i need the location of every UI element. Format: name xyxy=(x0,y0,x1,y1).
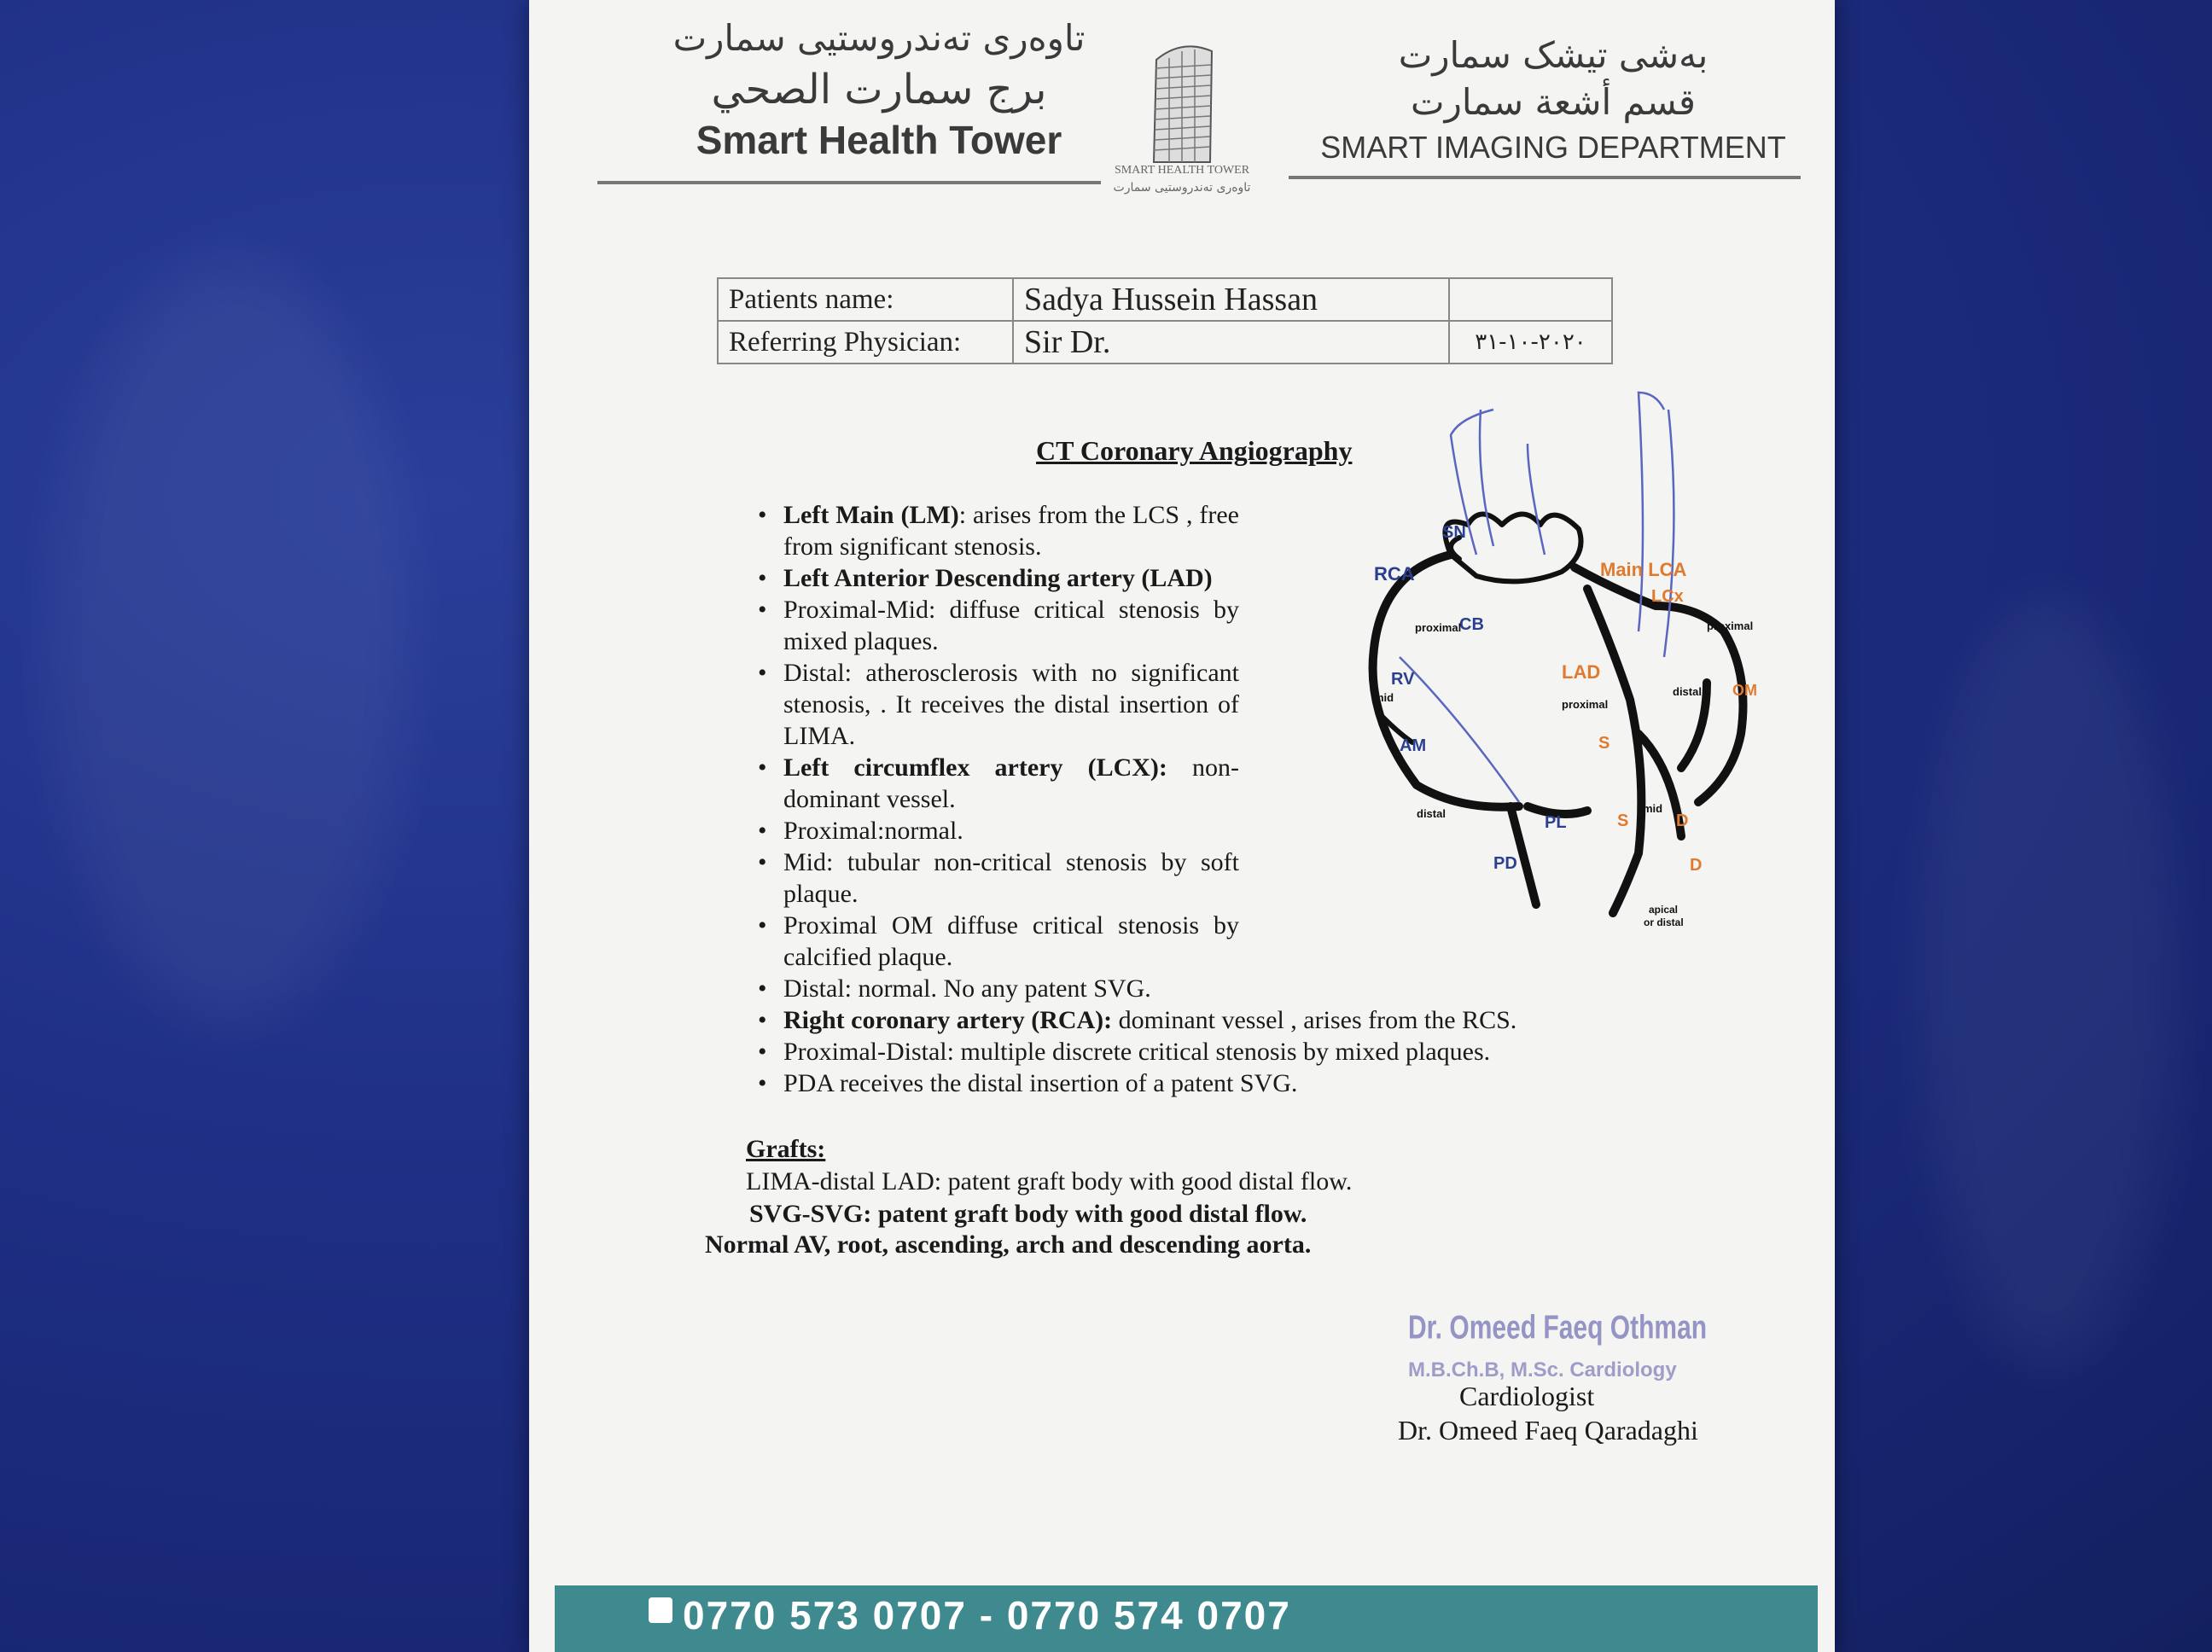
label-septal-1: S xyxy=(1598,734,1610,753)
list-item xyxy=(751,1036,1722,1067)
label-mid-lad: mid xyxy=(1643,802,1663,815)
finding-text: dominant vessel , arises from the RCS. xyxy=(1112,1006,1517,1034)
label-rv: RV xyxy=(1391,670,1415,689)
footer-phone-numbers: 0770 573 0707 - 0770 574 0707 xyxy=(683,1593,1291,1637)
doctor-stamp-degree: M.B.Ch.B, M.Sc. Cardiology xyxy=(1408,1358,1677,1382)
list-item xyxy=(751,562,1239,594)
list-item xyxy=(751,594,1239,657)
list-item xyxy=(751,910,1239,973)
department-name-english: SMART IMAGING DEPARTMENT xyxy=(1320,130,1786,165)
label-lad: LAD xyxy=(1562,661,1601,683)
label-main-lca: Main LCA xyxy=(1600,559,1687,580)
cloth-highlight xyxy=(51,256,410,1024)
list-item xyxy=(751,499,1239,562)
physician-label: Referring Physician: xyxy=(718,321,1013,364)
patient-info-table xyxy=(717,277,1613,364)
table-row xyxy=(718,321,1612,364)
graft-lima: LIMA-distal LAD: patent graft body with good distal flow. xyxy=(746,1167,1353,1195)
label-or-distal: or distal xyxy=(1644,916,1684,928)
finding-text: Distal: normal. No any patent SVG. xyxy=(783,974,1151,1003)
graft-pen-line xyxy=(1480,410,1493,546)
physician-value: Sir Dr. xyxy=(1013,321,1449,364)
label-pl: PL xyxy=(1545,813,1567,832)
graft-svg: SVG-SVG: patent graft body with good distal flow. xyxy=(749,1200,1307,1228)
list-item xyxy=(751,1004,1722,1036)
lad-vessel xyxy=(1587,589,1641,913)
signature-name: Dr. Omeed Faeq Qaradaghi xyxy=(1398,1415,1698,1446)
signature-title: Cardiologist xyxy=(1459,1381,1595,1411)
hospital-name-block xyxy=(640,17,1118,163)
finding-text: non-dominant vessel. xyxy=(783,753,1239,813)
label-sn: SN xyxy=(1442,523,1466,542)
label-proximal-rca: proximal xyxy=(1415,621,1462,634)
header-divider-left xyxy=(597,181,1101,184)
grafts-section xyxy=(746,1133,1352,1230)
finding-text: : arises from the LCS , free from significant stenosis. xyxy=(783,501,1239,561)
list-item xyxy=(751,973,1722,1004)
finding-heading: Left Anterior Descending artery (LAD) xyxy=(783,564,1213,592)
finding-text: Proximal-Mid: diffuse critical stenosis by mixed plaques. xyxy=(783,596,1239,655)
label-proximal-lcx: proximal xyxy=(1707,620,1754,632)
label-apical: apical xyxy=(1649,904,1679,916)
label-am: AM xyxy=(1400,736,1427,755)
cloth-highlight xyxy=(1920,597,2176,1365)
list-item xyxy=(751,752,1239,815)
label-proximal-lad: proximal xyxy=(1562,698,1609,711)
label-diagonal-1: D xyxy=(1676,811,1689,830)
coronary-diagram xyxy=(1331,375,1792,956)
logo-caption-english: SMART HEALTH TOWER xyxy=(1114,164,1250,177)
phone-icon xyxy=(649,1597,672,1623)
list-item xyxy=(751,846,1239,910)
patient-name-label: Patients name: xyxy=(718,278,1013,321)
finding-text: Proximal:normal. xyxy=(783,817,963,845)
label-pd: PD xyxy=(1493,854,1517,873)
graft-pen-line xyxy=(1528,444,1545,555)
label-om: OM xyxy=(1732,682,1757,699)
grafts-title: Grafts: xyxy=(746,1135,826,1163)
doctor-stamp-name: Dr. Omeed Faeq Othman xyxy=(1408,1309,1708,1347)
finding-text: Mid: tubular non-critical stenosis by soft plaque. xyxy=(783,848,1239,908)
report-title: CT Coronary Angiography xyxy=(1036,435,1353,466)
finding-text: Proximal OM diffuse critical stenosis by calcified plaque. xyxy=(783,911,1239,971)
logo-caption-kurdish: تاوەری تەندروستیی سمارت xyxy=(1113,181,1251,195)
hospital-name-kurdish: تاوەری تەندروستیی سمارت xyxy=(672,17,1086,59)
label-diagonal-2: D xyxy=(1690,856,1703,875)
list-item xyxy=(751,1067,1722,1099)
graft-pen-line xyxy=(1664,410,1674,657)
department-name-block xyxy=(1314,34,1792,166)
label-mid-rca: mid xyxy=(1374,691,1394,704)
department-name-kurdish: بەشی تیشک سمارت xyxy=(1398,34,1708,76)
empty-cell xyxy=(1449,278,1612,321)
finding-text: Proximal-Distal: multiple discrete critical stenosis by mixed plaques. xyxy=(783,1038,1491,1066)
finding-text: Distal: atherosclerosis with no significant stenosis, . It receives the distal insertion of LIMA. xyxy=(783,659,1239,750)
finding-heading: Left Main (LM) xyxy=(783,501,959,529)
label-distal-lcx: distal xyxy=(1673,685,1702,698)
finding-heading: Left circumflex artery (LCX): xyxy=(783,753,1167,782)
table-row xyxy=(718,278,1612,321)
header-divider-right xyxy=(1289,176,1801,179)
department-name-arabic: قسم أشعة سمارت xyxy=(1411,81,1696,123)
patient-name-value: Sadya Hussein Hassan xyxy=(1013,278,1449,321)
finding-heading: Right coronary artery (RCA): xyxy=(783,1006,1113,1034)
report-date: ٢٠٢٠-١٠-٣١ xyxy=(1449,321,1612,364)
label-distal-rca: distal xyxy=(1417,807,1446,820)
hospital-name-arabic: برج سمارت الصحي xyxy=(711,66,1047,113)
label-rca: RCA xyxy=(1374,563,1415,585)
list-item xyxy=(751,815,1239,846)
label-septal-2: S xyxy=(1617,811,1629,830)
hospital-name-english: Smart Health Tower xyxy=(696,118,1062,162)
label-lcx: LCx xyxy=(1651,587,1684,606)
finding-text: PDA receives the distal insertion of a patent SVG. xyxy=(783,1069,1298,1097)
label-cb: CB xyxy=(1459,615,1484,634)
aorta-finding: Normal AV, root, ascending, arch and descending aorta. xyxy=(705,1230,1312,1259)
report-page xyxy=(529,0,1835,1652)
contact-footer xyxy=(555,1585,1818,1652)
list-item xyxy=(751,657,1239,752)
